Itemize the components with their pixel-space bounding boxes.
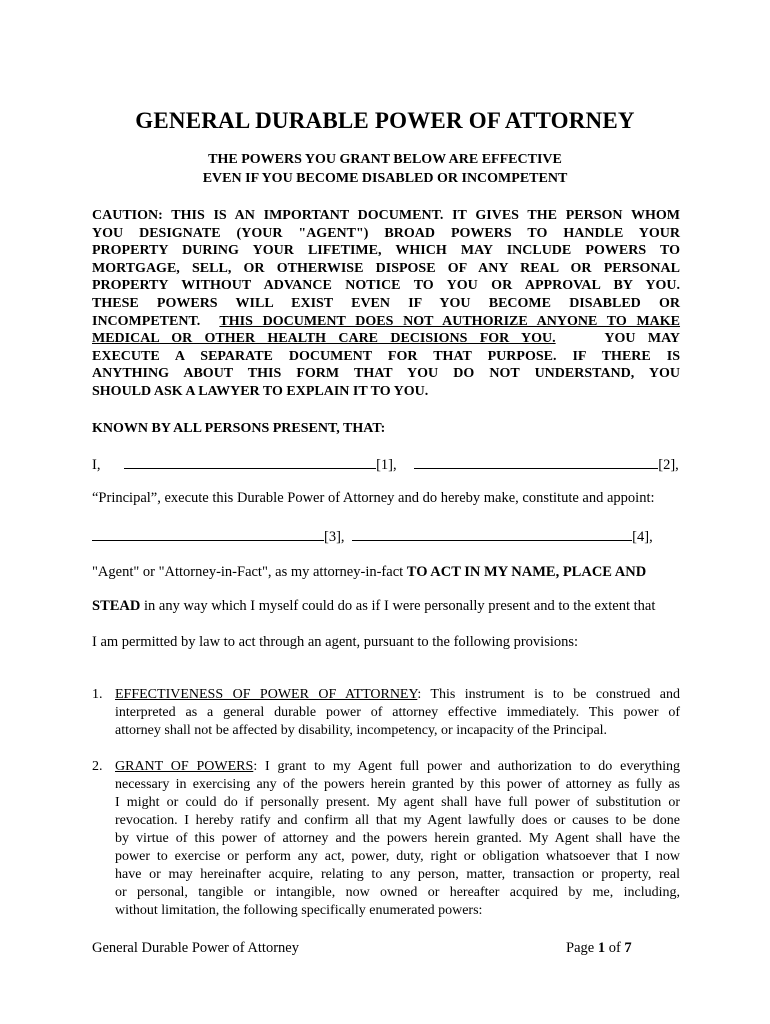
section-line: I might or could do if personally present. My agent shall have full power of substitution or bbox=[115, 795, 680, 810]
permitted-line: I am permitted by law to act through an agent, pursuant to the following provisions: bbox=[92, 634, 579, 650]
section-line: necessary in exercising any of the powers herein granted by this power of attorney as fully as bbox=[115, 777, 680, 792]
agent-definition-bold: TO ACT IN MY NAME, PLACE AND bbox=[406, 564, 647, 580]
caution-line bbox=[92, 330, 680, 348]
section-line: revocation. I hereby ratify and confirm all that my Agent lawfully does or causes to be done bbox=[115, 813, 680, 828]
section-line: have or may hereinafter acquire, relating to any person, matter, transaction or property, real bbox=[115, 867, 680, 882]
caution-paragraph bbox=[92, 207, 680, 401]
caution-incompetent-text: INCOMPETENT. bbox=[92, 313, 201, 329]
section-line bbox=[115, 758, 680, 776]
section-line: attorney shall not be affected by disability, incompetency, or incapacity of the Principal. bbox=[115, 723, 608, 738]
agent-definition-text: "Agent" or "Attorney-in-Fact", as my attorney-in-fact bbox=[92, 564, 407, 580]
section-heading: EFFECTIVENESS OF POWER OF ATTORNEY bbox=[115, 687, 418, 702]
section-line: interpreted as a general durable power of attorney effective immediately. This power of bbox=[115, 705, 680, 720]
agent-name-row bbox=[92, 527, 680, 546]
principal-name-field-1[interactable] bbox=[124, 455, 376, 469]
document-subtitle-line2: EVEN IF YOU BECOME DISABLED OR INCOMPETENT bbox=[202, 171, 568, 186]
caution-underlined-warning: THIS DOCUMENT DOES NOT AUTHORIZE ANYONE TO MAKE bbox=[219, 313, 681, 329]
section-heading: GRANT OF POWERS bbox=[115, 759, 254, 774]
field-2-label: [2], bbox=[658, 457, 679, 473]
section-line: power to exercise or perform any act, power, duty, right or obligation whatsoever that I now bbox=[115, 849, 680, 864]
document-title: GENERAL DURABLE POWER OF ATTORNEY bbox=[135, 108, 635, 133]
section-grant-of-powers bbox=[92, 758, 680, 920]
caution-line: CAUTION: THIS IS AN IMPORTANT DOCUMENT. IT GIVES THE PERSON WHOM bbox=[92, 208, 680, 223]
field-3-label: [3], bbox=[324, 529, 345, 545]
footer-document-name: General Durable Power of Attorney bbox=[92, 940, 299, 956]
section-number: 1. bbox=[92, 687, 103, 702]
section-line: without limitation, the following specifically enumerated powers: bbox=[115, 903, 483, 918]
caution-you-may-text: YOU MAY bbox=[604, 331, 681, 347]
footer-page-number bbox=[566, 940, 632, 957]
page-of: of bbox=[605, 940, 625, 956]
stead-bold: STEAD bbox=[92, 598, 141, 614]
document-subtitle-line1: THE POWERS YOU GRANT BELOW ARE EFFECTIVE bbox=[208, 152, 562, 167]
section-first-line-text: : This instrument is to be construed and bbox=[417, 687, 680, 702]
section-effectiveness bbox=[92, 686, 680, 740]
caution-line: MORTGAGE, SELL, OR OTHERWISE DISPOSE OF ANY REAL OR PERSONAL bbox=[92, 260, 680, 276]
principal-name-field-2[interactable] bbox=[414, 455, 658, 469]
agent-name-field-4[interactable] bbox=[352, 527, 632, 541]
section-line bbox=[115, 686, 680, 704]
caution-line: PROPERTY WITHOUT ADVANCE NOTICE TO YOU OR APPROVAL BY YOU. bbox=[92, 278, 680, 294]
stead-line bbox=[92, 598, 680, 615]
agent-definition bbox=[92, 564, 680, 581]
total-pages: 7 bbox=[624, 940, 632, 956]
caution-line: ANYTHING ABOUT THIS FORM THAT YOU DO NOT UNDERSTAND, YOU bbox=[92, 366, 680, 382]
principal-name-row bbox=[92, 455, 680, 474]
section-line: or personal, tangible or intangible, now owned or hereafter acquired by me, including, bbox=[115, 885, 680, 900]
field-1-label: [1], bbox=[376, 457, 397, 473]
principal-prefix: I, bbox=[92, 457, 101, 473]
section-first-line-text: : I grant to my Agent full power and authorization to do everything bbox=[253, 759, 680, 774]
field-4-label: [4], bbox=[632, 529, 653, 545]
current-page: 1 bbox=[597, 940, 606, 956]
page-prefix: Page bbox=[566, 940, 598, 956]
caution-line: YOU DESIGNATE (YOUR "AGENT") BROAD POWERS TO HANDLE YOUR bbox=[92, 225, 680, 241]
agent-name-field-3[interactable] bbox=[92, 527, 324, 541]
caution-line: PROPERTY DURING YOUR LIFETIME, WHICH MAY INCLUDE POWERS TO bbox=[92, 243, 680, 259]
section-number: 2. bbox=[92, 759, 103, 774]
caution-line: SHOULD ASK A LAWYER TO EXPLAIN IT TO YOU. bbox=[92, 383, 429, 399]
caution-line: THESE POWERS WILL EXIST EVEN IF YOU BECOME DISABLED OR bbox=[92, 295, 680, 311]
stead-text: in any way which I myself could do as if I were personally present and to the extent that bbox=[140, 598, 656, 614]
caution-line bbox=[92, 313, 680, 331]
principal-statement: “Principal”, execute this Durable Power of Attorney and do hereby make, constitute and appoint: bbox=[92, 490, 655, 506]
known-by-all-heading: KNOWN BY ALL PERSONS PRESENT, THAT: bbox=[92, 421, 386, 436]
caution-underlined-medical: MEDICAL OR OTHER HEALTH CARE DECISIONS FOR YOU. bbox=[92, 331, 556, 347]
section-line: by virtue of this power of attorney and the powers herein granted. My Agent shall have the bbox=[115, 831, 680, 846]
caution-line: EXECUTE A SEPARATE DOCUMENT FOR THAT PURPOSE. IF THERE IS bbox=[92, 348, 680, 364]
